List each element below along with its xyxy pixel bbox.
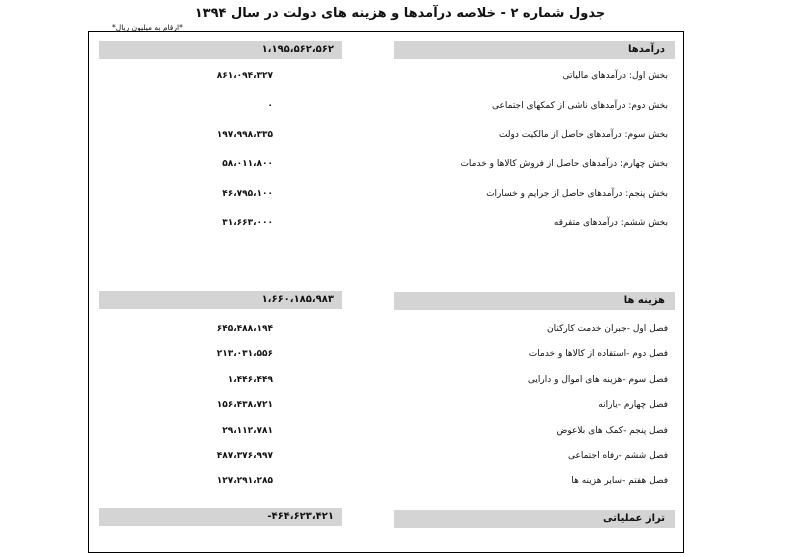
revenue-row-value: ۵۸،۰۱۱،۸۰۰ — [222, 159, 273, 169]
revenue-row-label: بخش چهارم: درآمدهای حاصل از فروش کالاها و خدمات — [460, 159, 668, 169]
unit-note: *ارقام به میلیون ریال* — [112, 23, 183, 32]
revenue-row-value: ۸۶۱،۰۹۴،۳۲۷ — [216, 71, 273, 81]
expense-row-label: فصل اول -جبران خدمت کارکنان — [546, 324, 668, 334]
expense-row-label: فصل چهارم -یارانه — [598, 400, 668, 410]
revenue-row-label: بخش اول: درآمدهای مالیاتی — [562, 71, 668, 81]
expense-row-label: فصل پنجم -کمک های بلاعوض — [556, 426, 668, 436]
expenses-heading: هزینه ها — [394, 292, 675, 310]
balance-heading: تراز عملیاتی — [394, 510, 675, 528]
expense-row-value: ۴۸۷،۳۷۶،۹۹۷ — [216, 451, 273, 461]
expenses-total: ۱،۶۶۰،۱۸۵،۹۸۳ — [99, 291, 342, 309]
revenue-row-label: بخش سوم: درآمدهای حاصل از مالکیت دولت — [498, 130, 668, 140]
expense-row-value: ۱۲۷،۲۹۱،۲۸۵ — [216, 476, 273, 486]
expense-row-label: فصل هفتم -سایر هزینه ها — [571, 476, 668, 486]
revenue-row-value: ۱۹۷،۹۹۸،۳۳۵ — [216, 130, 273, 140]
revenue-row-label: بخش پنجم: درآمدهای حاصل از جرایم و خسارات — [486, 189, 668, 199]
revenue-row-label: بخش دوم: درآمدهای ناشی از کمکهای اجتماعی — [492, 101, 668, 111]
revenue-row-value: ۴۶،۷۹۵،۱۰۰ — [222, 189, 273, 199]
expense-row-value: ۱۵۶،۴۳۸،۷۲۱ — [216, 400, 273, 410]
expense-row-value: ۱،۴۴۶،۴۴۹ — [227, 375, 273, 385]
revenues-total: ۱،۱۹۵،۵۶۲،۵۶۲ — [99, 41, 342, 59]
expense-row-label: فصل سوم -هزینه های اموال و دارایی — [527, 375, 668, 385]
summary-table — [88, 31, 684, 553]
expense-row-value: ۶۴۵،۴۸۸،۱۹۴ — [216, 324, 273, 334]
expense-row-value: ۲۹،۱۱۲،۷۸۱ — [222, 426, 273, 436]
revenue-row-value: ۰ — [267, 101, 273, 111]
revenues-heading: درآمدها — [394, 41, 675, 59]
balance-total: -۴۶۴،۶۲۳،۴۲۱ — [99, 508, 342, 526]
expense-row-label: فصل ششم -رفاه اجتماعی — [567, 451, 668, 461]
page-title: جدول شماره ۲ - خلاصه درآمدها و هزینه های دولت در سال ۱۳۹۴ — [194, 6, 606, 21]
revenue-row-label: بخش ششم: درآمدهای متفرقه — [553, 218, 668, 228]
expense-row-label: فصل دوم -استفاده از کالاها و خدمات — [528, 349, 668, 359]
expense-row-value: ۲۱۳،۰۳۱،۵۵۶ — [216, 349, 273, 359]
revenue-row-value: ۳۱،۶۶۳،۰۰۰ — [222, 218, 273, 228]
